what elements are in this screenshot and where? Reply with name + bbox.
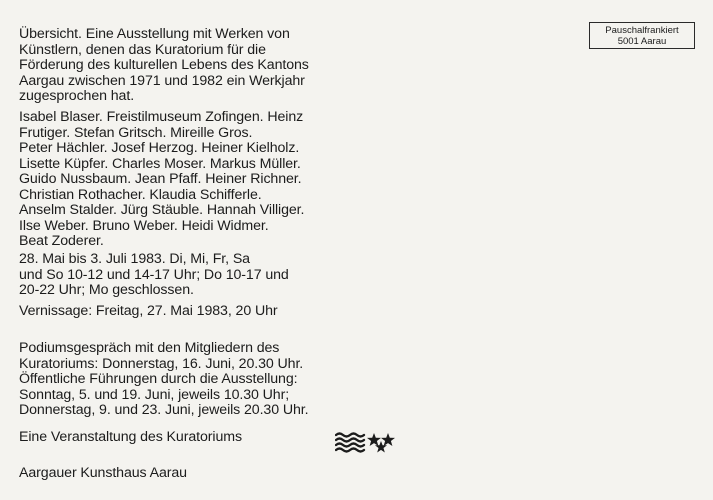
events-line: Kuratoriums: Donnerstag, 16. Juni, 20.30 Uhr.: [19, 355, 304, 372]
dates-line: 28. Mai bis 3. Juli 1983. Di, Mi, Fr, Sa: [19, 251, 250, 267]
intro-paragraph: [19, 27, 309, 105]
opening-hours-paragraph: [19, 252, 289, 299]
intro-line: Übersicht. Eine Ausstellung mit Werken von: [19, 26, 290, 42]
dates-line: 20-22 Uhr; Mo geschlossen.: [19, 282, 194, 298]
vernissage-line: Vernissage: Freitag, 27. Mai 1983, 20 Uhr: [19, 303, 278, 319]
artists-line: Frutiger. Stefan Gritsch. Mireille Gros.: [19, 124, 253, 141]
intro-line: Förderung des kulturellen Lebens des Kantons: [19, 57, 309, 73]
events-line: Podiumsgespräch mit den Mitgliedern des: [19, 340, 280, 356]
artists-line: Christian Rothacher. Klaudia Schifferle.: [19, 186, 262, 203]
intro-line: Aargau zwischen 1971 und 1982 ein Werkjahr: [19, 72, 305, 89]
organizer-text: Eine Veranstaltung des Kuratoriums: [19, 429, 242, 445]
events-line: Donnerstag, 9. und 23. Juni, jeweils 20.30 Uhr.: [19, 402, 309, 418]
venue-text: Aargauer Kunsthaus Aarau: [19, 465, 187, 481]
organizer-line: [19, 430, 242, 446]
vernissage-paragraph: [19, 304, 278, 320]
venue-line: [19, 466, 187, 482]
artists-line: Peter Hächler. Josef Herzog. Heiner Kielholz.: [19, 140, 300, 156]
postage-line-1: Pauschalfrankiert: [605, 25, 679, 36]
artists-line: Guido Nussbaum. Jean Pfaff. Heiner Richner.: [19, 171, 302, 187]
postage-paid-box: [589, 22, 695, 49]
artists-line: Lisette Küpfer. Charles Moser. Markus Müller.: [19, 155, 301, 172]
artists-paragraph: [19, 110, 304, 250]
artists-line: Ilse Weber. Bruno Weber. Heidi Widmer.: [19, 217, 269, 234]
artists-line: Beat Zoderer.: [19, 233, 104, 249]
artists-line: Anselm Stalder. Jürg Stäuble. Hannah Villiger.: [19, 202, 305, 218]
intro-line: zugesprochen hat.: [19, 88, 135, 104]
intro-line: Künstlern, denen das Kuratorium für die: [19, 41, 266, 58]
events-line: Sonntag, 5. und 19. Juni, jeweils 10.30 Uhr;: [19, 386, 290, 403]
aargau-coat-of-arms-icon: [335, 431, 397, 455]
events-paragraph: [19, 341, 308, 419]
dates-line: und So 10-12 und 14-17 Uhr; Do 10-17 und: [19, 266, 289, 283]
events-line: Öffentliche Führungen durch die Ausstellung:: [19, 371, 298, 387]
artists-line: Isabel Blaser. Freistilmuseum Zofingen. Heinz: [19, 109, 304, 125]
postage-line-2: 5001 Aarau: [617, 36, 667, 47]
